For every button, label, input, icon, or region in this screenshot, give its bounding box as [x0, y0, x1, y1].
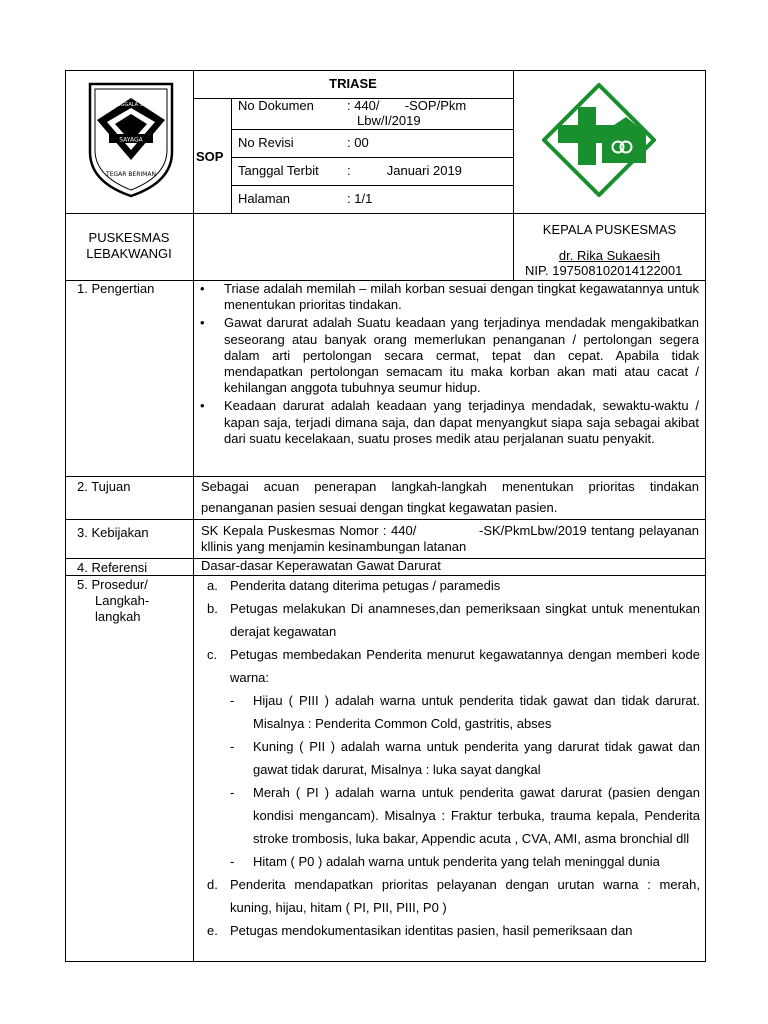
head-name: dr. Rika Sukaesih: [558, 248, 661, 263]
section-label-prosedur-2: Langkah-: [95, 593, 150, 608]
color-code-red: - Merah ( PI ) adalah warna untuk penderita gawat darurat (pasien dengan kondisi mengancam). Misalnya : Fraktur terbuka, trauma kepala, Penderita stroke trombosis, luka bakar, Appendic acuta , CVA, AMI, asma bronchial dll: [230, 785, 700, 846]
section-label-prosedur: 5. Prosedur/: [77, 577, 148, 592]
section-label-kebijakan: 3. Kebijakan: [77, 525, 149, 540]
section-label-tujuan: 2. Tujuan: [77, 479, 131, 494]
regency-emblem: [85, 82, 177, 200]
color-code-black: - Hitam ( P0 ) adalah warna untuk penderita yang telah meninggal dunia: [230, 854, 660, 869]
divider: [65, 213, 706, 214]
sop-document: [65, 70, 706, 962]
field-label-halaman: Halaman: [238, 191, 291, 206]
bullet-icon: •: [200, 281, 205, 296]
field-value-no-dokumen: : 440/ -SOP/Pkm: [347, 98, 467, 113]
section-label-pengertian: 1. Pengertian: [77, 281, 155, 296]
kebijakan-text: SK Kepala Puskesmas Nomor : 440/ -SK/PkmLbw/2019 tentang pelayanan kllinis yang menjamin kesinambungan latanan: [201, 523, 703, 554]
section-label-referensi: 4. Referensi: [77, 560, 148, 575]
tujuan-text: Sebagai acuan penerapan langkah-langkah menentukan prioritas tindakan penanganan pasien sesuai dengan tingkat kegawatan pasien.: [201, 479, 699, 515]
divider: [231, 185, 513, 186]
list-item: • Keadaan darurat adalah keadaan yang terjadinya mendadak, sewaktu-waktu / kapan saja, terjadi dimana saja, dan dapat menyangkut siapa saja sebagai akibat dari suatu kecelakaan, suatu proses medik atau perjalanan suatu penyakit.: [200, 398, 699, 446]
puskesmas-name-line2: LEBAKWANGI: [86, 246, 172, 261]
step-b: b. Petugas melakukan Di anamneses,dan pemeriksaan singkat untuk menentukan derajat kegawatan: [207, 601, 700, 639]
divider: [231, 129, 513, 130]
divider: [231, 157, 513, 158]
step-c: c. Petugas membedakan Penderita menurut kegawatannya dengan memberi kode warna:: [207, 647, 700, 685]
list-item: • Triase adalah memilah – milah korban sesuai dengan tingkat kegawatannya untuk menentukan prioritas tindakan.: [200, 281, 699, 313]
field-value-halaman: : 1/1: [347, 191, 373, 206]
sop-label: SOP: [196, 149, 224, 164]
pengertian-content: [196, 281, 699, 449]
puskesmas-name-line1: PUSKESMAS: [88, 230, 170, 245]
bullet-icon: •: [200, 315, 205, 331]
bullet-icon: •: [200, 398, 205, 414]
field-value-tanggal-terbit: : Januari 2019: [347, 163, 462, 178]
svg-text:MANGGALA SOTA: MANGGALA SOTA: [109, 102, 153, 108]
field-label-tanggal-terbit: Tanggal Terbit: [238, 163, 319, 178]
step-d: d. Penderita mendapatkan prioritas pelayanan dengan urutan warna : merah, kuning, hijau, hitam ( PI, PII, PIII, P0 ): [207, 877, 700, 915]
head-nip: NIP. 197508102014122001: [525, 263, 683, 278]
divider: [193, 476, 194, 962]
prosedur-steps: [200, 574, 700, 942]
field-label-no-revisi: No Revisi: [238, 135, 294, 150]
step-e: e. Petugas mendokumentasikan identitas pasien, hasil pemeriksaan dan: [207, 923, 633, 938]
color-code-yellow: - Kuning ( PII ) adalah warna untuk penderita yang darurat tidak gawat dan gawat tidak darurat, Misalnya : luka sayat dangkal: [230, 739, 700, 777]
section-label-prosedur-3: langkah: [95, 609, 141, 624]
list-item: • Gawat darurat adalah Suatu keadaan yang terjadinya mendadak mengakibatkan seseorang atau banyak orang memerlukan penanganan / pertolongan segera dalam arti pertolongan secara cermat, tepat dan cepat. Apabila tidak mendapatkan pertolongan semacam itu maka korban akan mati atau cacat / kehilangan anggota tubuhnya seumur hidup.: [200, 315, 699, 396]
divider: [193, 70, 194, 510]
svg-text:TEGAR BERIMAN: TEGAR BERIMAN: [106, 171, 156, 178]
step-a: a. Penderita datang diterima petugas / paramedis: [207, 578, 501, 593]
field-value-no-dokumen-2: Lbw/I/2019: [357, 113, 421, 128]
field-value-no-revisi: : 00: [347, 135, 369, 150]
field-label-no-dokumen: No Dokumen: [238, 98, 314, 113]
divider: [231, 98, 232, 213]
referensi-text: Dasar-dasar Keperawatan Gawat Darurat: [201, 558, 441, 573]
puskesmas-logo: [542, 83, 656, 197]
svg-text:SAYAGA: SAYAGA: [119, 136, 143, 144]
document-title: TRIASE: [329, 76, 377, 91]
divider: [65, 519, 706, 520]
color-code-green: - Hijau ( PIII ) adalah warna untuk penderita tidak gawat dan tidak darurat. Misalnya : Penderita Common Cold, gastritis, abses: [230, 693, 700, 731]
head-title: KEPALA PUSKESMAS: [542, 222, 677, 237]
